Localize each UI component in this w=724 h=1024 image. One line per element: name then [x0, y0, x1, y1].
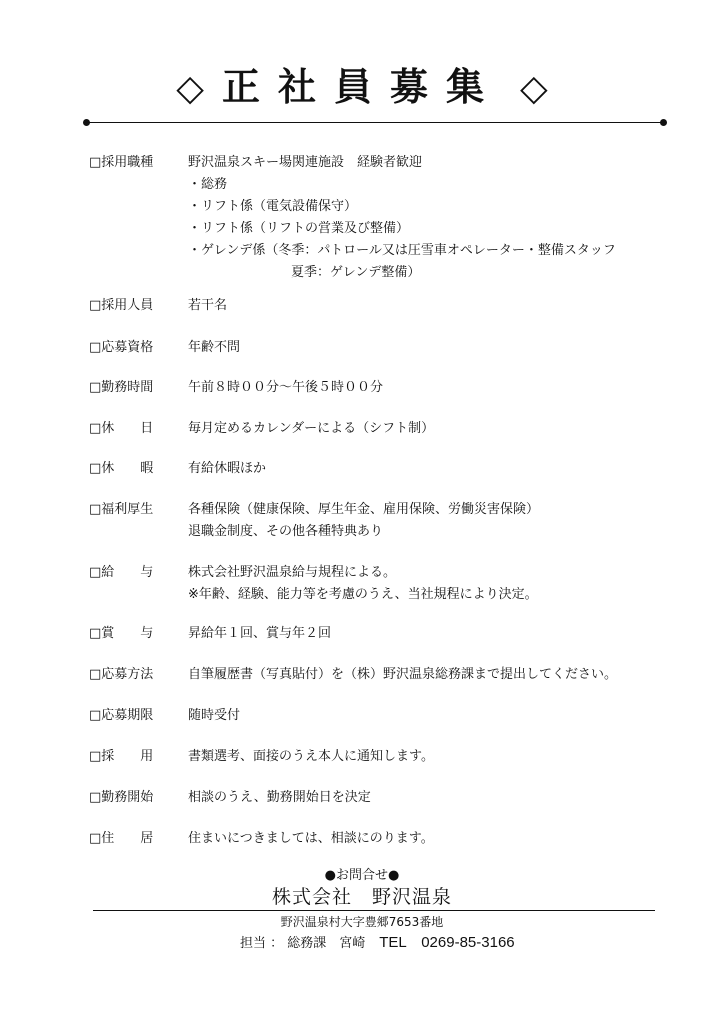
item-value: 若干名 [188, 298, 228, 313]
item-label: □応募期限 [89, 708, 154, 723]
item-value: 年齢不問 [188, 340, 241, 355]
item-value: 各種保険（健康保険、厚生年金、雇用保険、労働災害保険） [188, 502, 540, 517]
item-label: □採 用 [89, 749, 154, 764]
item-label: □休 日 [89, 421, 154, 436]
item-value: 有給休暇ほか [188, 461, 267, 476]
divider-dot-right-icon [660, 119, 667, 126]
diamond-left-icon: ◇ [176, 68, 204, 109]
job-type-line: ・ゲレンデ係（冬季：パトロール又は圧雪車オペレーター・整備スタッフ [188, 243, 616, 258]
company-address: 野沢温泉村大字豊郷7653番地 [280, 915, 444, 929]
item-label: □住 居 [89, 831, 154, 846]
item-label: □休 暇 [89, 461, 154, 476]
job-type-line: ・リフト係（リフトの営業及び整備） [188, 221, 410, 236]
item-value: 書類選考、面接のうえ本人に通知します。 [188, 749, 434, 764]
salary-note: ※年齢、経験、能力等を考慮のうえ、当社規程により決定。 [188, 587, 538, 602]
item-label: □応募方法 [89, 667, 154, 682]
title-divider [87, 122, 663, 123]
item-label: □賞 与 [89, 626, 154, 641]
diamond-right-icon: ◇ [520, 68, 548, 109]
item-label: □給 与 [89, 565, 154, 580]
company-name: 株式会社 野沢温泉 [271, 886, 452, 908]
page-title [0, 62, 724, 114]
contact-tel: TEL 0269-85-3166 [379, 934, 515, 951]
contact-heading: ●お問合せ● [324, 868, 400, 883]
item-label: □採用職種 [89, 155, 154, 170]
job-type-line: 夏季：ゲレンデ整備） [291, 265, 421, 280]
welfare-extra: 退職金制度、その他各種特典あり [188, 524, 384, 539]
item-value: 昇給年１回、賞与年２回 [188, 626, 332, 641]
item-label: □応募資格 [89, 340, 154, 355]
item-value: 野沢温泉スキー場関連施設 経験者歓迎 [188, 155, 423, 170]
contact-person-line [240, 933, 515, 954]
item-value: 相談のうえ、勤務開始日を決定 [188, 790, 371, 805]
item-label: □勤務開始 [89, 790, 154, 805]
item-value: 毎月定めるカレンダーによる（シフト制） [188, 421, 435, 436]
item-value: 自筆履歴書（写真貼付）を（株）野沢温泉総務課まで提出してください。 [188, 667, 618, 682]
divider-dot-left-icon [83, 119, 90, 126]
job-type-line: ・リフト係（電気設備保守） [188, 199, 358, 214]
item-label: □採用人員 [89, 298, 154, 313]
item-value: 住まいにつきましては、相談にのります。 [188, 831, 434, 846]
item-value: 株式会社野沢温泉給与規程による。 [188, 565, 397, 580]
item-label: □勤務時間 [89, 380, 154, 395]
item-value: 午前８時００分～午後５時００分 [188, 380, 384, 395]
item-value: 随時受付 [188, 708, 241, 723]
title-text: 正社員募集 [221, 65, 502, 109]
item-label: □福利厚生 [89, 502, 154, 517]
job-type-line: ・総務 [188, 177, 228, 192]
contact-person: 担当 ： 総務課 宮崎 [240, 936, 366, 951]
company-underline [93, 910, 655, 911]
